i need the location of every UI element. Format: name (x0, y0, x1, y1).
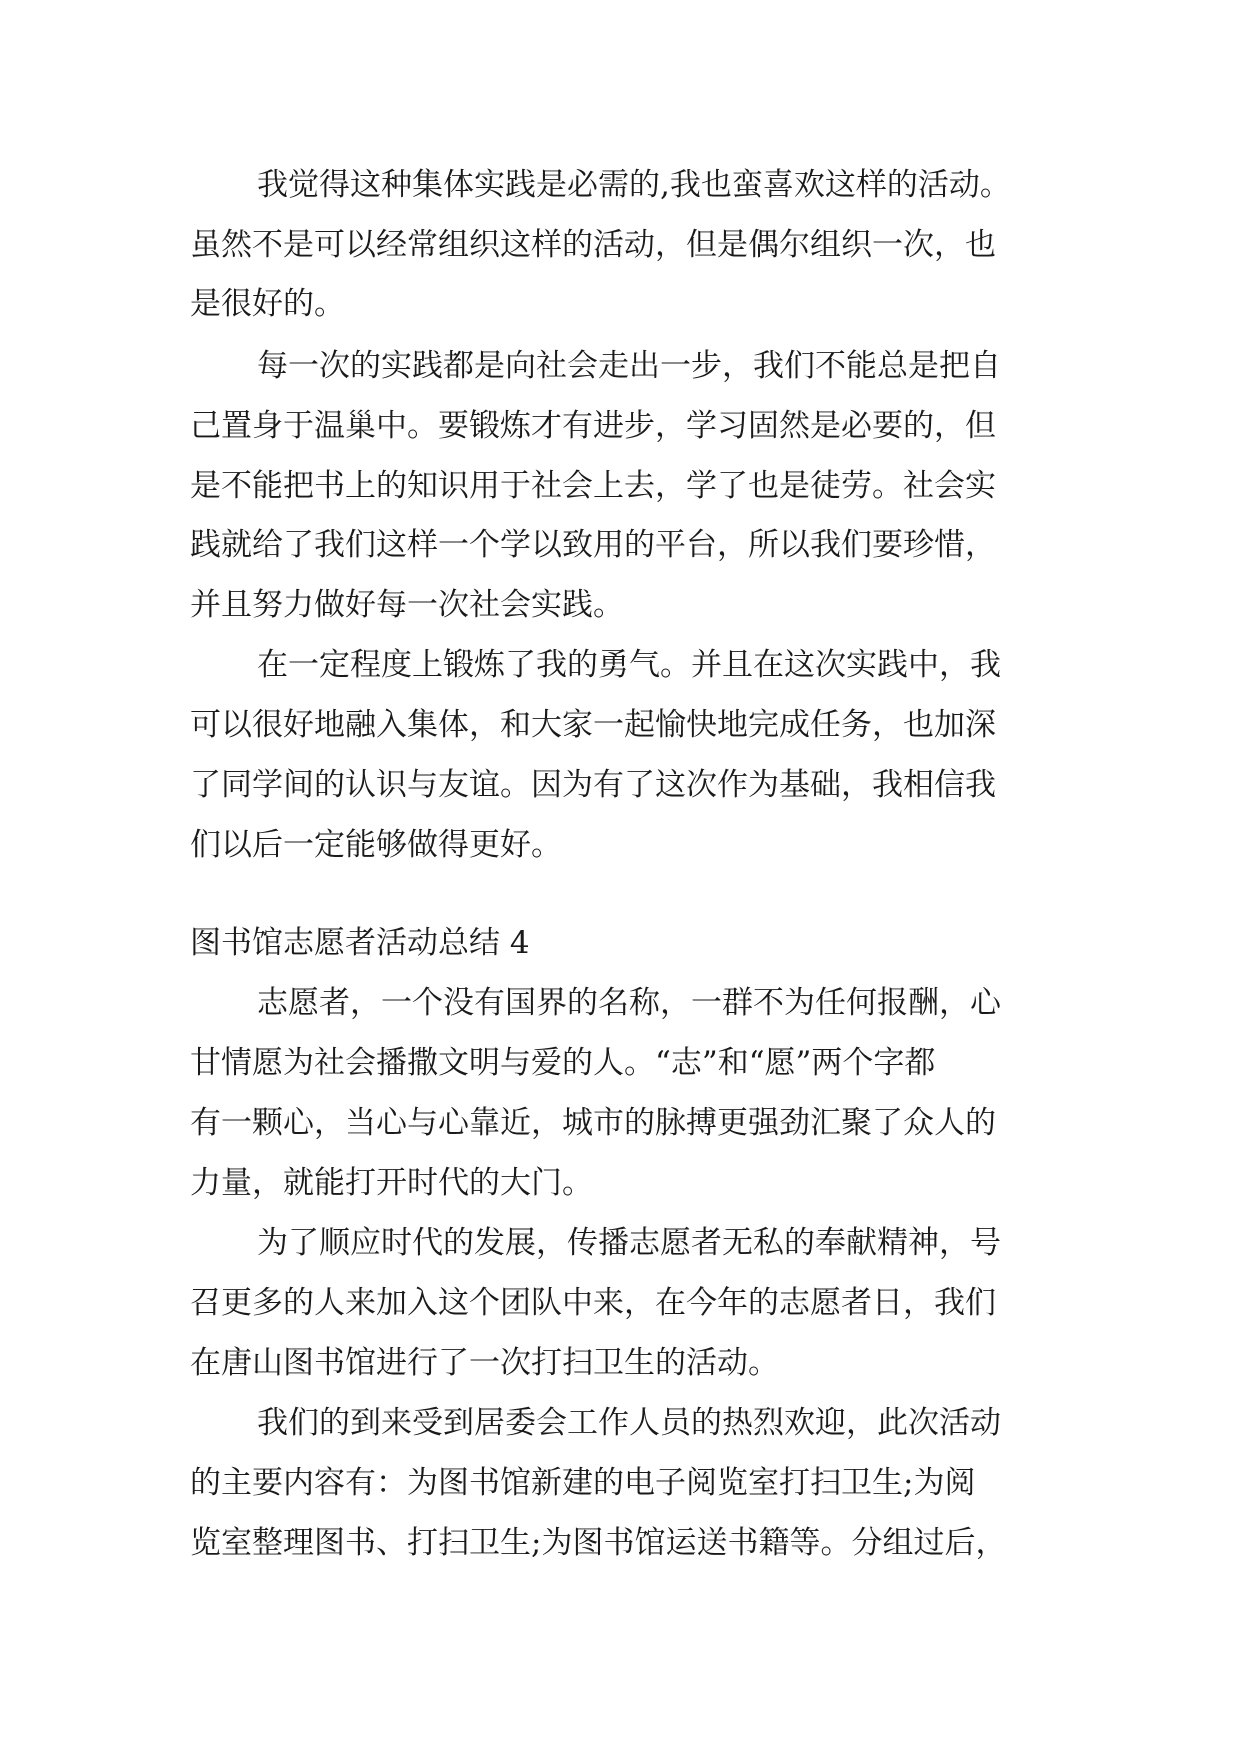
paragraph-2-line-3: 是不能把书上的知识用于社会上去，学了也是徒劳。社会实 (190, 468, 996, 504)
section-paragraph-3-line-1: 我们的到来受到居委会工作人员的热烈欢迎，此次活动 (257, 1405, 1001, 1441)
paragraph-3-line-4: 们以后一定能够做得更好。 (190, 827, 562, 863)
paragraph-1-line-1: 我觉得这种集体实践是必需的,我也蛮喜欢这样的活动。 (257, 167, 1011, 203)
paragraph-1-line-3: 是很好的。 (190, 286, 345, 322)
paragraph-2-line-4: 践就给了我们这样一个学以致用的平台，所以我们要珍惜， (190, 527, 996, 563)
paragraph-3-line-2: 可以很好地融入集体，和大家一起愉快地完成任务，也加深 (190, 707, 996, 743)
section-paragraph-1-line-2: 甘情愿为社会播撒文明与爱的人。“志”和“愿”两个字都 (190, 1045, 936, 1081)
section-paragraph-2-line-3: 在唐山图书馆进行了一次打扫卫生的活动。 (190, 1345, 779, 1381)
section-title: 图书馆志愿者活动总结 4 (190, 925, 530, 961)
section-paragraph-2-line-1: 为了顺应时代的发展，传播志愿者无私的奉献精神，号 (257, 1225, 1001, 1261)
paragraph-3-line-3: 了同学间的认识与友谊。因为有了这次作为基础，我相信我 (190, 767, 996, 803)
paragraph-1-line-2: 虽然不是可以经常组织这样的活动，但是偶尔组织一次，也 (190, 227, 996, 263)
paragraph-3-line-1: 在一定程度上锻炼了我的勇气。并且在这次实践中，我 (257, 647, 1001, 683)
section-paragraph-1-line-3: 有一颗心，当心与心靠近，城市的脉搏更强劲汇聚了众人的 (190, 1105, 996, 1141)
paragraph-2-line-1: 每一次的实践都是向社会走出一步，我们不能总是把自 (257, 348, 1001, 384)
section-paragraph-3-line-3: 览室整理图书、打扫卫生;为图书馆运送书籍等。分组过后， (190, 1525, 1007, 1561)
section-paragraph-1-line-4: 力量，就能打开时代的大门。 (190, 1165, 593, 1201)
paragraph-2-line-5: 并且努力做好每一次社会实践。 (190, 587, 624, 623)
paragraph-2-line-2: 己置身于温巢中。要锻炼才有进步，学习固然是必要的，但 (190, 408, 996, 444)
section-paragraph-3-line-2: 的主要内容有：为图书馆新建的电子阅览室打扫卫生;为阅 (190, 1465, 976, 1501)
section-paragraph-1-line-1: 志愿者，一个没有国界的名称，一群不为任何报酬，心 (257, 985, 1001, 1021)
section-paragraph-2-line-2: 召更多的人来加入这个团队中来，在今年的志愿者日，我们 (190, 1285, 996, 1321)
